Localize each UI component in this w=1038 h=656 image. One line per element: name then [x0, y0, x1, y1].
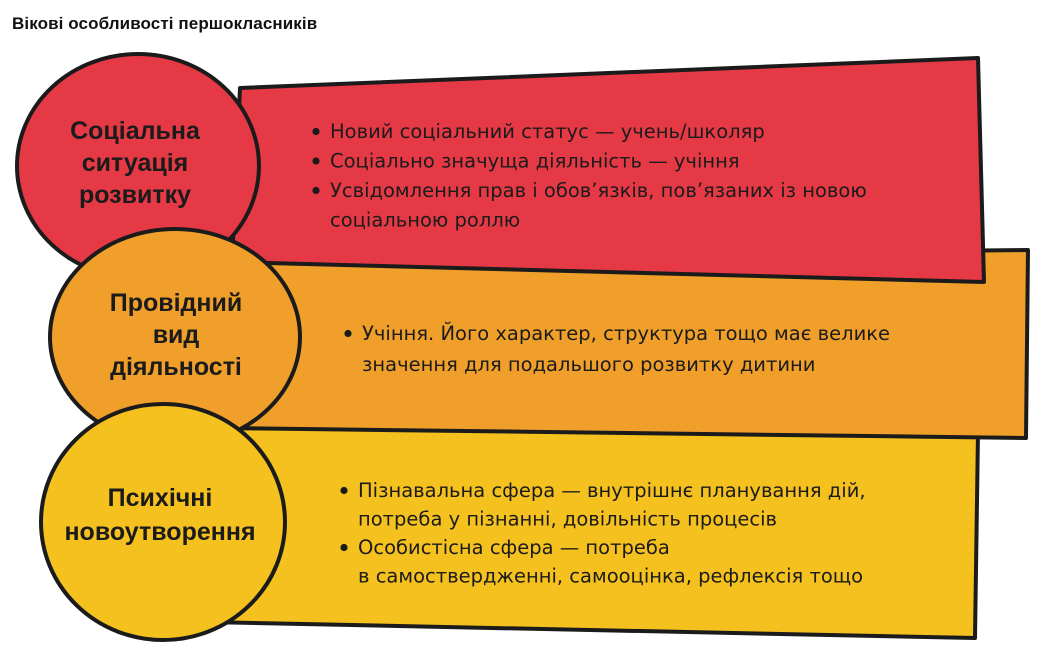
- bullet-line: Усвідомлення прав і обов’язків, пов’язаних із новою: [330, 179, 867, 202]
- bullet-line: в самоствердженні, самооцінка, рефлексія тощо: [358, 564, 864, 588]
- circle-line: Соціальна: [70, 117, 200, 145]
- bullet-line: Пізнавальна сфера — внутрішнє планування дій,: [358, 479, 866, 502]
- bullet-dot: [344, 330, 351, 337]
- bullet-dot: [340, 544, 347, 551]
- circle-label-social-situation: [70, 117, 201, 209]
- circle-line: ситуація: [81, 149, 189, 177]
- bullet-line: Новий соціальний статус — учень/школяр: [330, 120, 765, 143]
- circle-line: новоутворення: [64, 518, 256, 546]
- bullet-line: потреба у пізнанні, довільність процесів: [358, 507, 778, 531]
- circle-line: Провідний: [109, 289, 243, 317]
- bullet-line: Особистісна сфера — потреба: [358, 536, 670, 559]
- bullet-line: Учіння. Його характер, структура тощо має велике: [362, 322, 891, 345]
- circle-line: вид: [152, 321, 200, 349]
- bullet-dot: [312, 157, 319, 164]
- circle-line: Психічні: [107, 484, 213, 512]
- bullet-line: соціальною роллю: [330, 208, 521, 232]
- bullet-dot: [312, 128, 319, 135]
- bullet-line: Соціально значуща діяльність — учіння: [330, 149, 740, 173]
- page-title: Вікові особливості першокласників: [12, 14, 318, 33]
- bullet-dot: [312, 187, 319, 194]
- circle-line: діяльності: [110, 353, 242, 381]
- circle-line: розвитку: [78, 181, 192, 209]
- bullet-dot: [340, 487, 347, 494]
- bullet-line: значення для подальшого розвитку дитини: [362, 353, 816, 376]
- banner-psychic-new-formations: [205, 428, 978, 638]
